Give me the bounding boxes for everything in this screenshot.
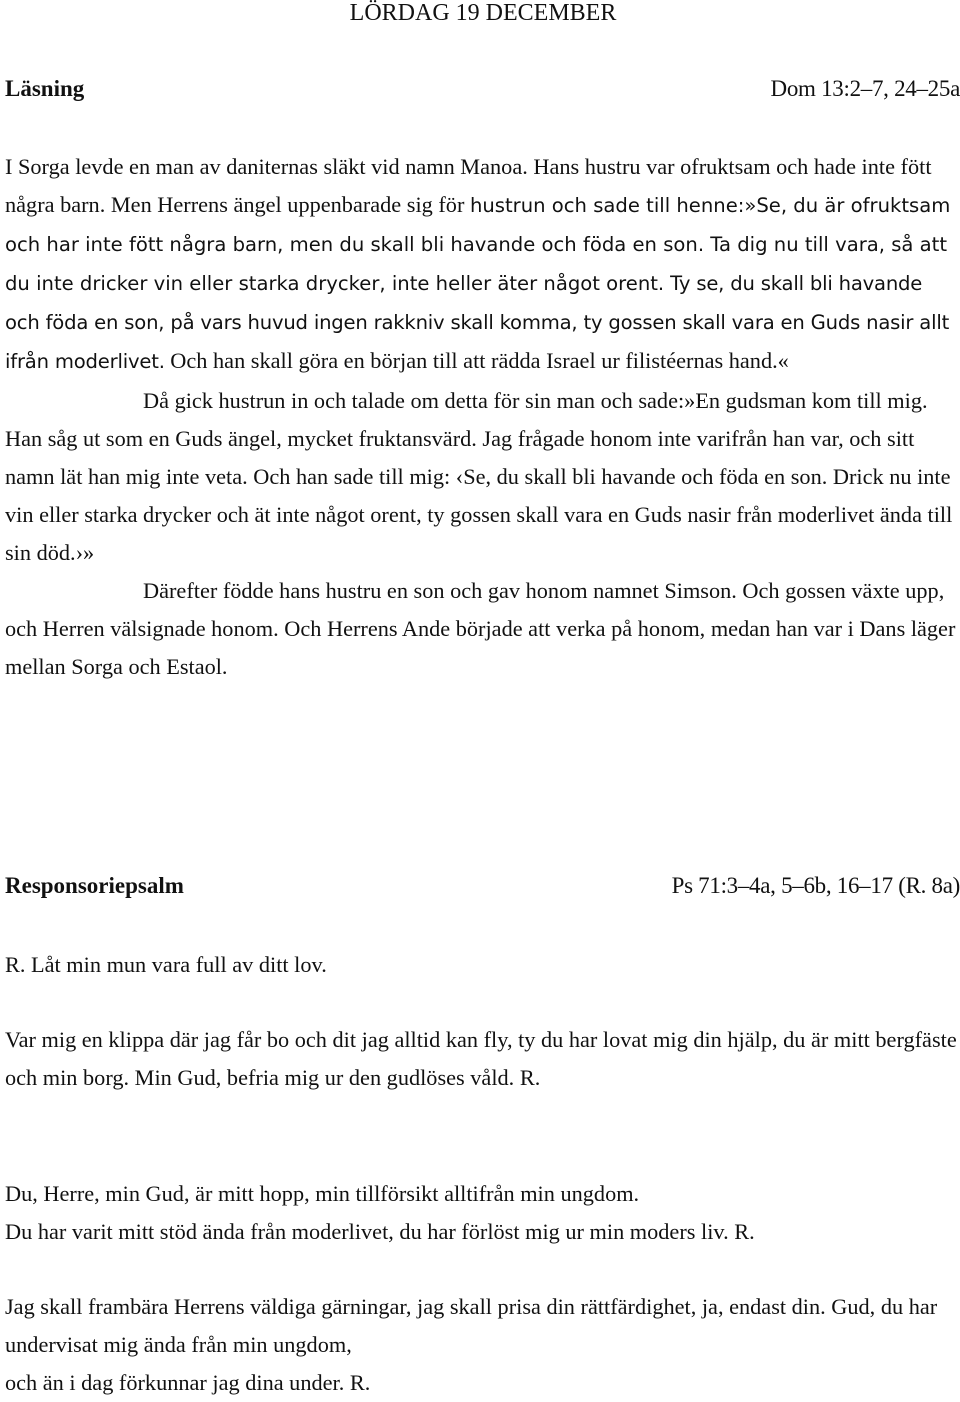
psalm-heading <box>5 871 960 901</box>
reading-text <box>5 148 960 686</box>
psalm-verse-1-text: Var mig en klippa där jag får bo och dit jag alltid kan fly, ty du har lovat mig din hjälp, du är mitt bergfäste och min borg. Min Gud, befria mig ur den gudlöses våld. R. <box>5 1027 957 1091</box>
psalm-verse-1 <box>5 1021 960 1097</box>
reading-p1-part-b: hustrun och sade till henne:»Se, du är ofruktsam och har inte fött några barn, men du skall bli havande och föda en son. <box>5 194 951 257</box>
psalm-verse-3 <box>5 1288 960 1402</box>
reading-p1-part-d: Ty se, du skall bli havande och föda en son, på vars huvud ingen rakkniv skall komma, ty gossen skall vara en Guds nasir allt ifrån moderlivet. <box>5 272 950 374</box>
reading-p1-part-a: I Sorga levde en man av daniternas släkt vid namn Manoa. Hans hustru var ofruktsam och hade inte fött några barn. Men Herrens ängel uppenbarade sig för <box>5 154 932 218</box>
reading-p1-part-e: Och han skall göra en början till att rädda Israel ur filistéernas hand.« <box>164 348 789 374</box>
reading-label: Läsning <box>5 76 85 101</box>
reading-reference: Dom 13:2–7, 24–25a <box>770 76 960 101</box>
psalm-verse-2 <box>5 1175 960 1251</box>
page-title: LÖRDAG 19 DECEMBER <box>349 0 617 26</box>
psalm-verse-2-line-2: Du har varit mitt stöd ända från moderlivet, du har förlöst mig ur min moders liv. R. <box>5 1219 755 1245</box>
psalm-response-text: R. Låt min mun vara full av ditt lov. <box>5 952 327 977</box>
reading-p1-part-c: Ta dig nu till vara, så att du inte dricker vin eller starka drycker, inte heller äter något orent. <box>5 233 948 296</box>
psalm-verse-3-line-1: Jag skall frambära Herrens väldiga gärningar, jag skall prisa din rättfärdighet, ja, endast din. Gud, du har undervisat mig ända från min ungdom, <box>5 1294 938 1358</box>
psalm-label: Responsoriepsalm <box>5 873 184 898</box>
psalm-verse-2-line-1: Du, Herre, min Gud, är mitt hopp, min tillförsikt alltifrån min ungdom. <box>5 1181 640 1206</box>
reading-paragraph-1 <box>5 148 960 382</box>
reading-heading <box>5 74 960 104</box>
psalm-reference: Ps 71:3–4a, 5–6b, 16–17 (R. 8a) <box>671 873 960 898</box>
reading-paragraph-2: Då gick hustrun in och talade om detta för sin man och sade:»En gudsman kom till mig. Han såg ut som en Guds ängel, mycket fruktansvärd. Jag frågade honom inte varifrån han var, och sitt namn lät han mig inte veta. Och han sade till mig: ‹Se, du skall bli havande och föda en son. Drick nu inte vin eller starka drycker och ät inte något orent, ty gossen skall vara en Guds nasir från moderlivet ända till sin död.›» <box>5 387 953 565</box>
psalm-response <box>5 946 960 984</box>
psalm-verse-3-line-2: och än i dag förkunnar jag dina under. R. <box>5 1370 371 1396</box>
reading-paragraph-3: Därefter födde hans hustru en son och gav honom namnet Simson. Och gossen växte upp, och Herren välsignade honom. Och Herrens Ande började att verka på honom, medan han var i Dans läger mellan Sorga och Estaol. <box>5 578 956 680</box>
